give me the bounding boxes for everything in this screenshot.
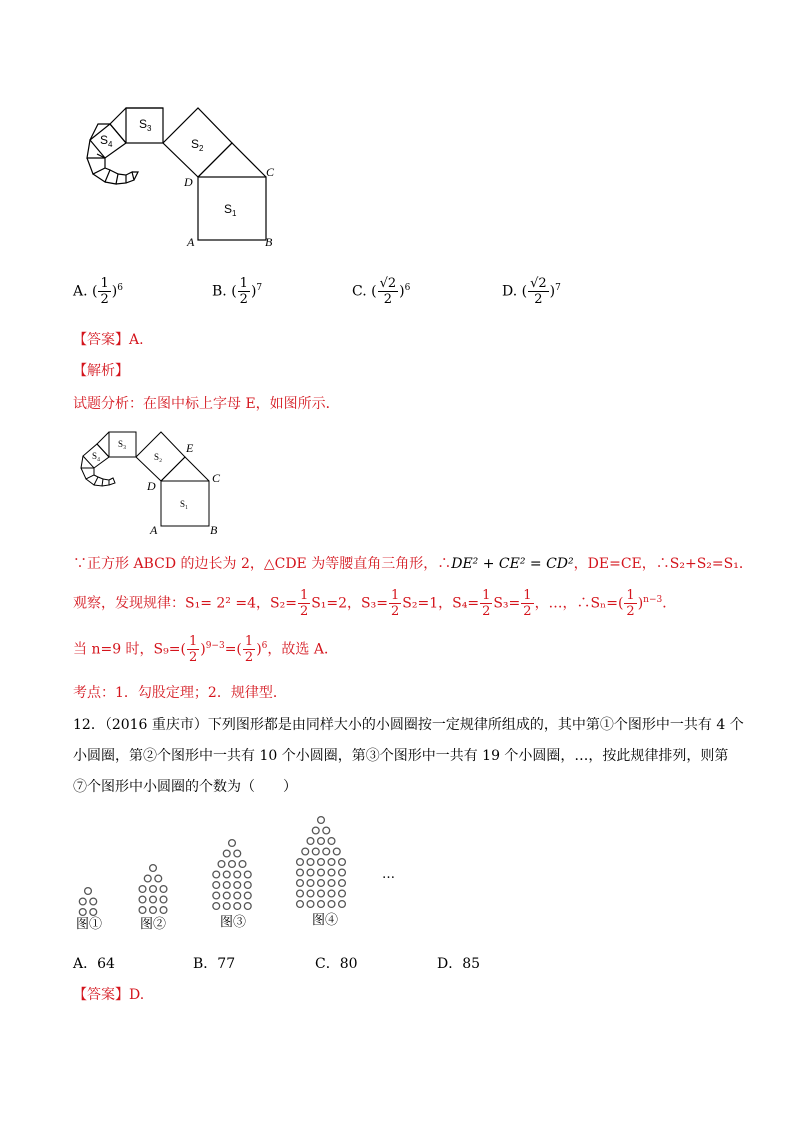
option-d: D. ( $\frac{√2}{2}$ )$^7$ <box>502 276 561 307</box>
circle-fig3 <box>218 861 225 868</box>
option-b: B. ( $\frac{1}{2}$ )$^7$ <box>212 276 263 307</box>
circle-fig2 <box>155 875 162 882</box>
circle-fig4 <box>312 827 319 834</box>
circle-fig3 <box>223 871 230 878</box>
circle-fig4 <box>339 869 346 876</box>
fig2-label-c: C <box>212 471 221 485</box>
option-c: C. ( $\frac{√2}{2}$ )$^6$ <box>352 276 411 307</box>
circle-fig4 <box>318 817 325 824</box>
label-s2: $S_2$ <box>191 137 204 153</box>
circle-fig4 <box>297 890 304 897</box>
fig-label-1: 图① <box>76 917 103 932</box>
q11-kaodian: 考点：1．勾股定理；2．规律型． <box>73 685 287 701</box>
label-a: A <box>187 235 195 249</box>
circle-fig4 <box>328 869 335 876</box>
circle-fig4 <box>318 859 325 866</box>
circle-fig4 <box>307 901 314 908</box>
ellipsis: … <box>382 867 395 882</box>
q11-answer: 【答案】A. <box>73 332 144 348</box>
q12-line2: 小圆圈，第②个图形中一共有 10 个小圆圈，第③个图形中一共有 19 个小圆圈，…，按此规律排列，则第 <box>73 748 729 764</box>
circle-fig4 <box>318 890 325 897</box>
fig2-label-s1: S₁ <box>180 499 189 509</box>
circle-fig4 <box>328 838 335 845</box>
circle-fig4 <box>312 848 319 855</box>
circle-fig4 <box>333 848 340 855</box>
circle-fig3 <box>213 892 220 899</box>
q11-analysis-line3: 观察，发现规律：S₁= 2² =4，S₂= $\frac{1}{2}$ S₁=2，S₃= $\frac{1}{2}$ S₂=1，S₄= $\frac{1}{2}$ S₃= $\frac{1}{2}$ ，…，∴Sₙ=( $\frac{1}{2}$ )$^{n-3}$． <box>73 588 677 619</box>
q11-analysis-line4: 当 n=9 时，S₉=( $\frac{1}{2}$ )$^{9-3}$=( $\frac{1}{2}$ )$^6$，故选 A． <box>73 634 338 665</box>
spiral-squares-figure <box>80 100 300 250</box>
label-b: B <box>265 235 273 249</box>
circle-fig4 <box>307 890 314 897</box>
circle-fig3 <box>223 882 230 889</box>
spiral-squares-figure-labeled <box>76 428 236 538</box>
circle-fig4 <box>339 880 346 887</box>
circle-fig4 <box>307 880 314 887</box>
circle-fig1 <box>79 909 86 916</box>
circle-fig4 <box>328 880 335 887</box>
circle-fig4 <box>339 901 346 908</box>
circle-fig3 <box>234 892 241 899</box>
label-s4: $S_4$ <box>100 133 113 149</box>
fig2-label-a: A <box>150 523 158 537</box>
circle-fig4 <box>328 890 335 897</box>
circle-fig4 <box>328 901 335 908</box>
fig2-label-e: E <box>186 441 194 455</box>
circle-fig4 <box>297 880 304 887</box>
circle-fig4 <box>307 869 314 876</box>
option-a: A. ( $\frac{1}{2}$ )$^6$ <box>73 276 123 307</box>
q12-line3: ⑦个图形中小圆圈的个数为（ ） <box>73 779 297 795</box>
circle-fig3 <box>244 892 251 899</box>
circle-fig3 <box>223 850 230 857</box>
circle-fig4 <box>318 901 325 908</box>
circle-fig2 <box>139 896 146 903</box>
circle-fig3 <box>213 903 220 910</box>
fig2-label-s4: S₄ <box>92 451 101 461</box>
circle-fig1 <box>85 888 92 895</box>
label-c: C <box>266 165 275 179</box>
circle-fig4 <box>318 869 325 876</box>
circle-fig3 <box>234 882 241 889</box>
circle-fig2 <box>160 886 167 893</box>
circle-fig4 <box>307 859 314 866</box>
circle-fig3 <box>244 882 251 889</box>
q12-option-d: D．85 <box>437 956 481 972</box>
fig-label-4: 图④ <box>312 913 339 928</box>
circle-fig3 <box>223 892 230 899</box>
circle-fig4 <box>328 859 335 866</box>
circle-fig4 <box>339 890 346 897</box>
q11-analysis-tag: 【解析】 <box>73 363 129 379</box>
circle-fig1 <box>90 909 97 916</box>
circle-fig1 <box>79 898 86 905</box>
circle-fig4 <box>297 901 304 908</box>
circle-fig4 <box>297 859 304 866</box>
q11-analysis-line1: 试题分析：在图中标上字母 E，如图所示． <box>73 396 340 412</box>
label-s1: $S_1$ <box>224 202 237 218</box>
circle-fig1 <box>90 898 97 905</box>
circle-fig3 <box>213 871 220 878</box>
circle-fig2 <box>150 896 157 903</box>
circle-fig2 <box>160 896 167 903</box>
circle-fig2 <box>160 907 167 914</box>
circle-fig2 <box>144 875 151 882</box>
q11-analysis-line2: ∵正方形 ABCD 的边长为 2，△CDE 为等腰直角三角形，∴DE² + CE² = CD²，DE=CE，∴S₂+S₂=S₁． <box>73 556 753 572</box>
fig-label-2: 图② <box>140 917 167 932</box>
circle-fig4 <box>307 838 314 845</box>
circle-fig2 <box>139 886 146 893</box>
q12-line1: 12．（2016 重庆市）下列图形都是由同样大小的小圆圈按一定规律所组成的，其中第①个图形中一共有 4 个 <box>73 717 744 733</box>
q12-answer: 【答案】D. <box>73 987 145 1003</box>
circle-fig3 <box>223 903 230 910</box>
circle-fig3 <box>234 903 241 910</box>
circle-fig4 <box>318 838 325 845</box>
q12-option-a: A．64 <box>73 956 115 972</box>
circle-fig2 <box>150 886 157 893</box>
label-s3: $S_3$ <box>139 117 152 133</box>
circle-fig3 <box>239 861 246 868</box>
circle-fig4 <box>323 848 330 855</box>
circle-fig3 <box>229 861 236 868</box>
circle-fig3 <box>234 871 241 878</box>
circle-fig3 <box>213 882 220 889</box>
circle-fig4 <box>318 880 325 887</box>
circle-fig4 <box>297 869 304 876</box>
circle-fig3 <box>234 850 241 857</box>
q12-option-b: B．77 <box>193 956 236 972</box>
circle-patterns-figure <box>70 812 410 937</box>
circle-fig3 <box>229 840 236 847</box>
circle-fig4 <box>323 827 330 834</box>
circle-fig2 <box>150 865 157 872</box>
fig2-label-s3: S₃ <box>118 439 127 449</box>
circle-fig2 <box>150 907 157 914</box>
fig2-label-b: B <box>210 523 218 537</box>
circle-fig3 <box>244 871 251 878</box>
circle-fig2 <box>139 907 146 914</box>
fig-label-3: 图③ <box>220 915 247 930</box>
fig2-label-d: D <box>147 479 156 493</box>
circle-fig4 <box>302 848 309 855</box>
circle-fig3 <box>244 903 251 910</box>
q12-option-c: C．80 <box>315 956 358 972</box>
fig2-label-s2: S₂ <box>154 452 163 462</box>
circle-fig4 <box>339 859 346 866</box>
label-d: D <box>184 175 193 189</box>
